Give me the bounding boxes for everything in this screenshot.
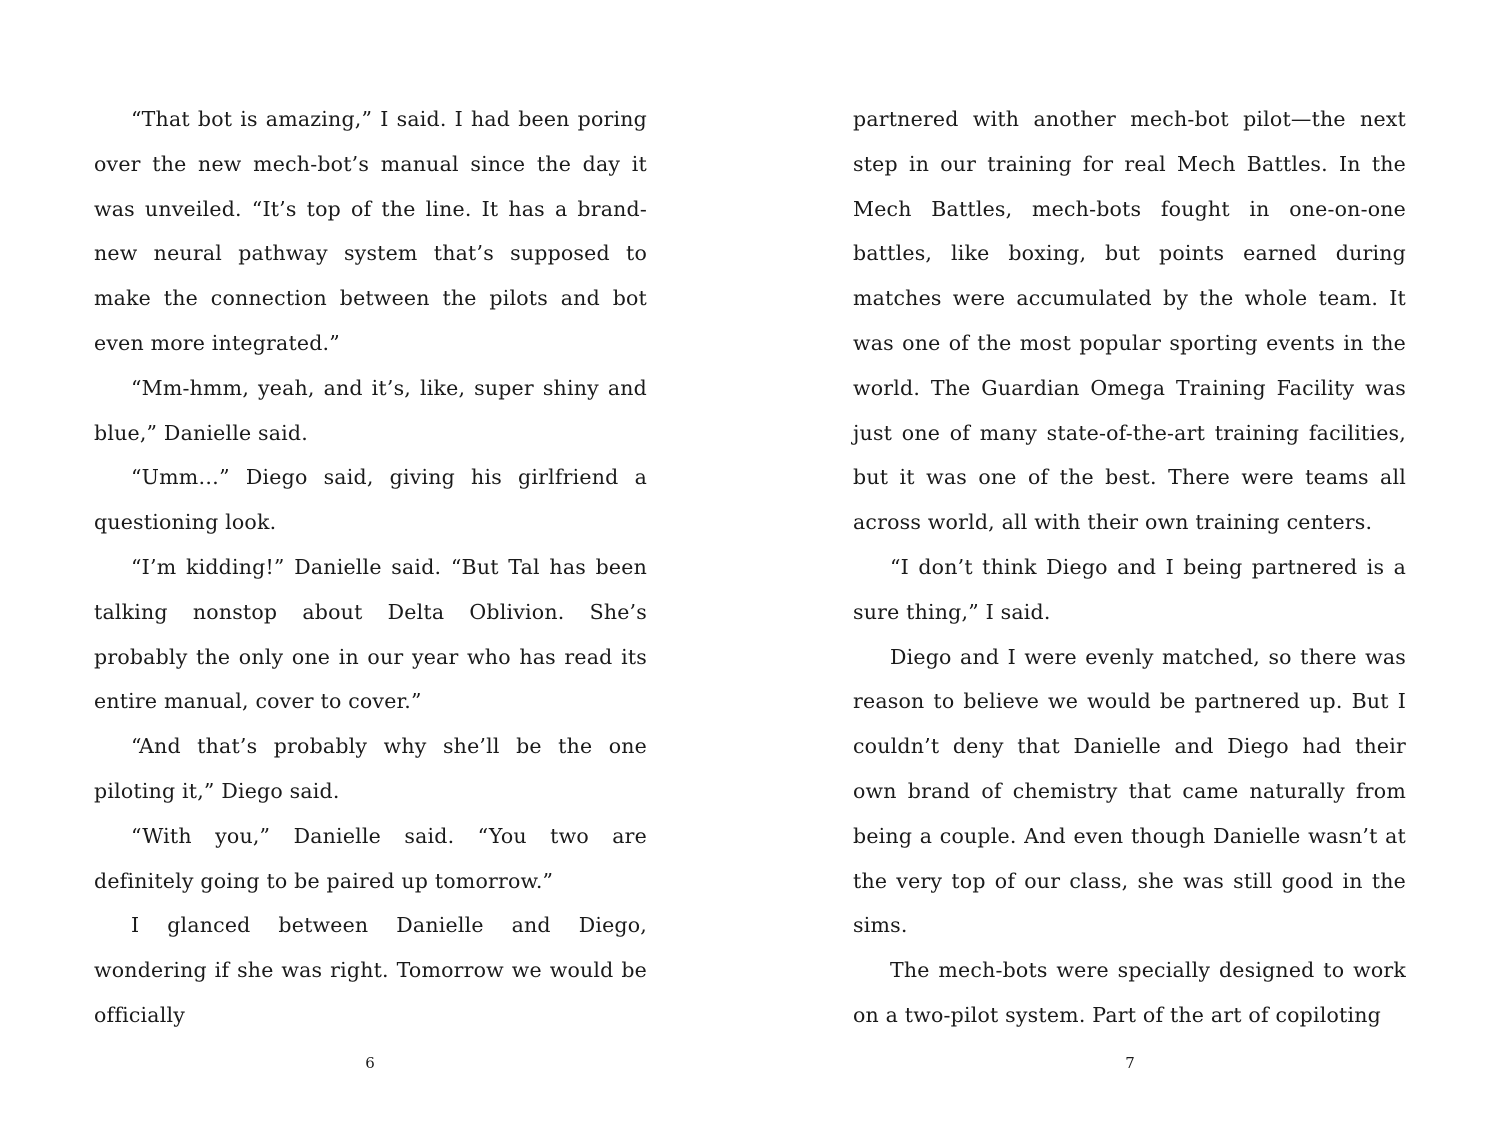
paragraph: “That bot is amazing,” I said. I had been poring over the new mech-bot’s manual since the day it was unveiled. “It’s top of the line. It has a brand-new neural pathway system that’s supposed to make the connection between the pilots and bot even more integrated.” [94, 107, 647, 355]
paragraph: “And that’s probably why she’ll be the one piloting it,” Diego said. [94, 734, 647, 803]
right-page-text [853, 97, 1406, 1038]
paragraph: “With you,” Danielle said. “You two are definitely going to be paired up tomorrow.” [94, 823, 647, 893]
left-page-text [94, 97, 647, 1038]
paragraph-continued: partnered with another mech-bot pilot—the next step in our training for real Mech Battles. In the Mech Battles, mech-bots fought in one-on-one battles, like boxing, but points earned during matches were accumulated by the whole team. It was one of the most popular sporting events in the world. The Guardian Omega Training Facility was just one of many state-of-the-art training facilities, but it was one of the best. There were teams all across world, all with their own training centers. [853, 107, 1406, 535]
paragraph: The mech-bots were specially designed to work on a two-pilot system. Part of the art of copiloting [853, 958, 1406, 1027]
paragraph: I glanced between Danielle and Diego, wondering if she was right. Tomorrow we would be officially [94, 913, 647, 1027]
paragraph: “I don’t think Diego and I being partnered is a sure thing,” I said. [853, 554, 1406, 624]
paragraph: “I’m kidding!” Danielle said. “But Tal has been talking nonstop about Delta Oblivion. She’s probably the only one in our year who has read its entire manual, cover to cover.” [94, 554, 647, 714]
paragraph: Diego and I were evenly matched, so there was reason to believe we would be partnered up. But I couldn’t deny that Danielle and Diego had their own brand of chemistry that came naturally from being a couple. And even though Danielle wasn’t at the very top of our class, she was still good in the sims. [853, 644, 1406, 938]
right-page-number: 7 [1125, 1054, 1135, 1072]
paragraph: “Mm-hmm, yeah, and it’s, like, super shiny and blue,” Danielle said. [94, 375, 647, 445]
left-page-number: 6 [365, 1054, 375, 1072]
paragraph: “Umm…” Diego said, giving his girlfriend a questioning look. [94, 465, 647, 535]
